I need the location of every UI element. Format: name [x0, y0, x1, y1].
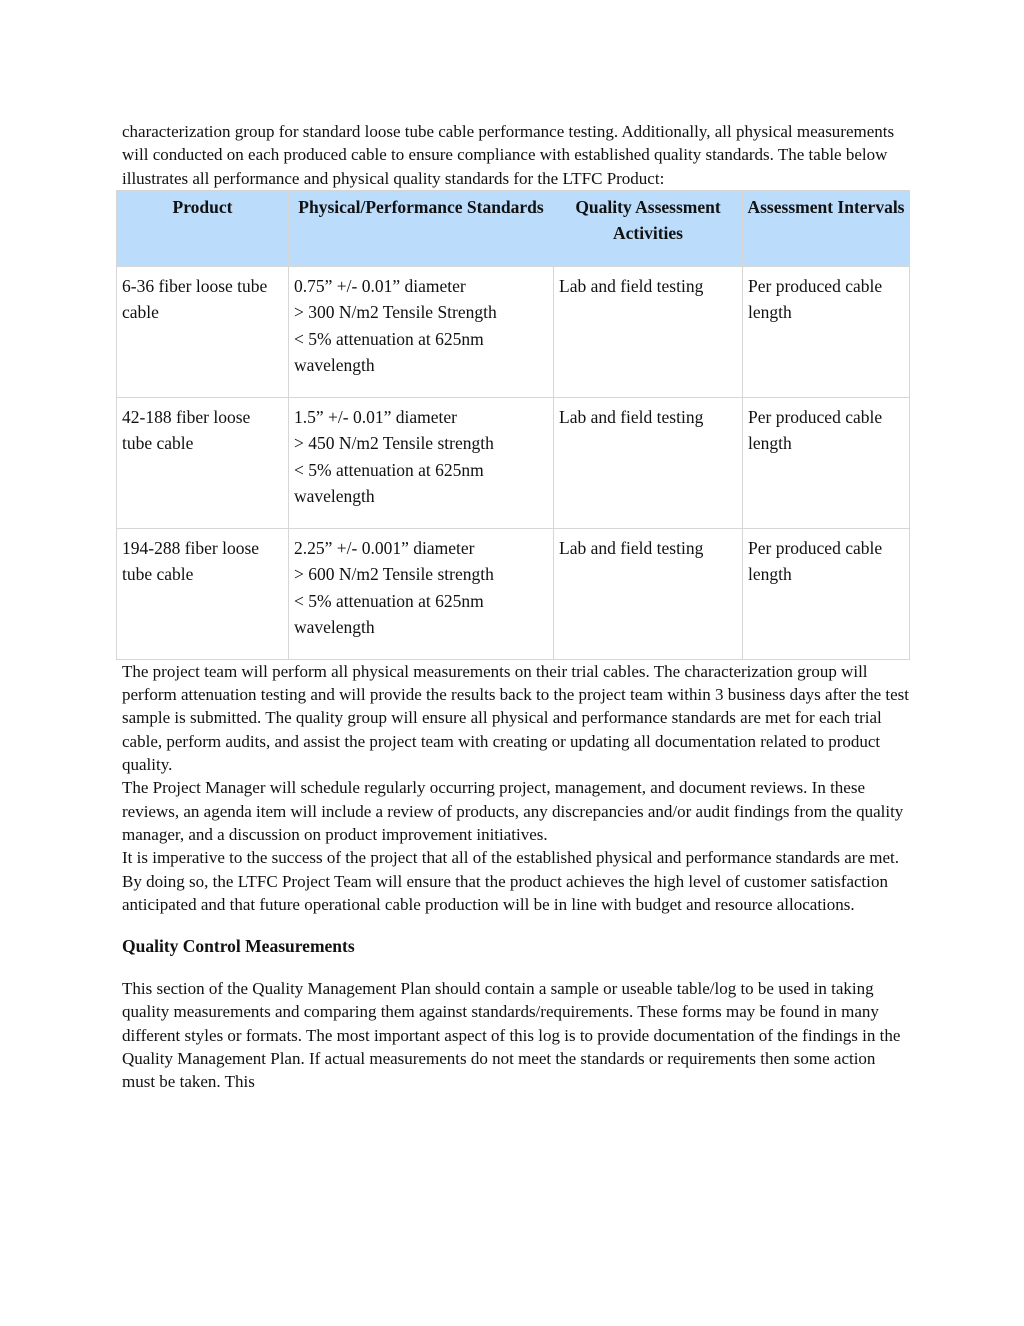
table-row [117, 266, 910, 397]
cell-standards [289, 397, 554, 528]
standard-wavelength: wavelength [294, 486, 375, 507]
cell-product: 42-188 fiber loose tube cable [117, 397, 289, 528]
standard-tensile: > 600 N/m2 Tensile strength [294, 564, 494, 585]
table-row [117, 528, 910, 659]
body-paragraph-project-team: The project team will perform all physical measurements on their trial cables. The characterization group will perform attenuation testing and will provide the results back to the project team within 3 business days after the test sample is submitted. The quality group will ensure all physical and performance standards are met for each trial cable, perform audits, and assist the project team with creating or updating all documentation related to product quality. [122, 661, 909, 775]
table-header-row [117, 190, 910, 266]
cell-product: 6-36 fiber loose tube cable [117, 266, 289, 397]
cell-activities: Lab and field testing [554, 266, 743, 397]
header-product: Product [117, 190, 289, 266]
header-intervals: Assessment Intervals [743, 190, 910, 266]
quality-standards-table [116, 190, 910, 660]
standard-tensile: > 300 N/m2 Tensile Strength [294, 302, 497, 323]
standard-diameter: 1.5” +/- 0.01” diameter [294, 406, 457, 427]
intro-paragraph: characterization group for standard loose tube cable performance testing. Additionally, all physical measurements will conducted on each produced cable to ensure compliance with established quality standards. The table below illustrates all performance and physical quality standards for the LTFC Product: [122, 122, 895, 188]
standard-diameter: 0.75” +/- 0.01” diameter [294, 275, 466, 296]
table-row [117, 397, 910, 528]
section-paragraph: This section of the Quality Management Plan should contain a sample or useable table/log to be used in taking quality measurements and comparing them against standards/requirements. These forms may be found in many different styles or formats. The most important aspect of this log is to provide documentation of the findings in the Quality Management Plan. If actual measurements do not meet the standards or requirements then some action must be taken. This [122, 979, 901, 1092]
standard-attenuation: < 5% attenuation at 625nm [294, 590, 484, 611]
cell-standards [289, 528, 554, 659]
standard-diameter: 2.25” +/- 0.001” diameter [294, 537, 475, 558]
body-paragraph-imperative: It is imperative to the success of the project that all of the established physical and performance standards are met. By doing so, the LTFC Project Team will ensure that the product achieves the high level of customer satisfaction anticipated and that future operational cable production will be in line with budget and resource allocations. [122, 848, 900, 914]
standard-attenuation: < 5% attenuation at 625nm [294, 459, 484, 480]
standard-wavelength: wavelength [294, 355, 375, 376]
standard-attenuation: < 5% attenuation at 625nm [294, 328, 484, 349]
cell-intervals: Per produced cable length [743, 266, 910, 397]
cell-activities: Lab and field testing [554, 397, 743, 528]
cell-product: 194-288 fiber loose tube cable [117, 528, 289, 659]
header-standards: Physical/Performance Standards [289, 190, 554, 266]
header-activities: Quality Assessment Activities [554, 190, 743, 266]
cell-intervals: Per produced cable length [743, 397, 910, 528]
standard-tensile: > 450 N/m2 Tensile strength [294, 433, 494, 454]
standard-wavelength: wavelength [294, 617, 375, 638]
cell-standards [289, 266, 554, 397]
body-paragraph-reviews: The Project Manager will schedule regularly occurring project, management, and document reviews. In these reviews, an agenda item will include a review of products, any discrepancies and/or audit findings from the quality manager, and a discussion on product improvement initiatives. [122, 778, 904, 844]
section-heading: Quality Control Measurements [122, 936, 355, 957]
cell-intervals: Per produced cable length [743, 528, 910, 659]
cell-activities: Lab and field testing [554, 528, 743, 659]
document-page [122, 120, 910, 1094]
